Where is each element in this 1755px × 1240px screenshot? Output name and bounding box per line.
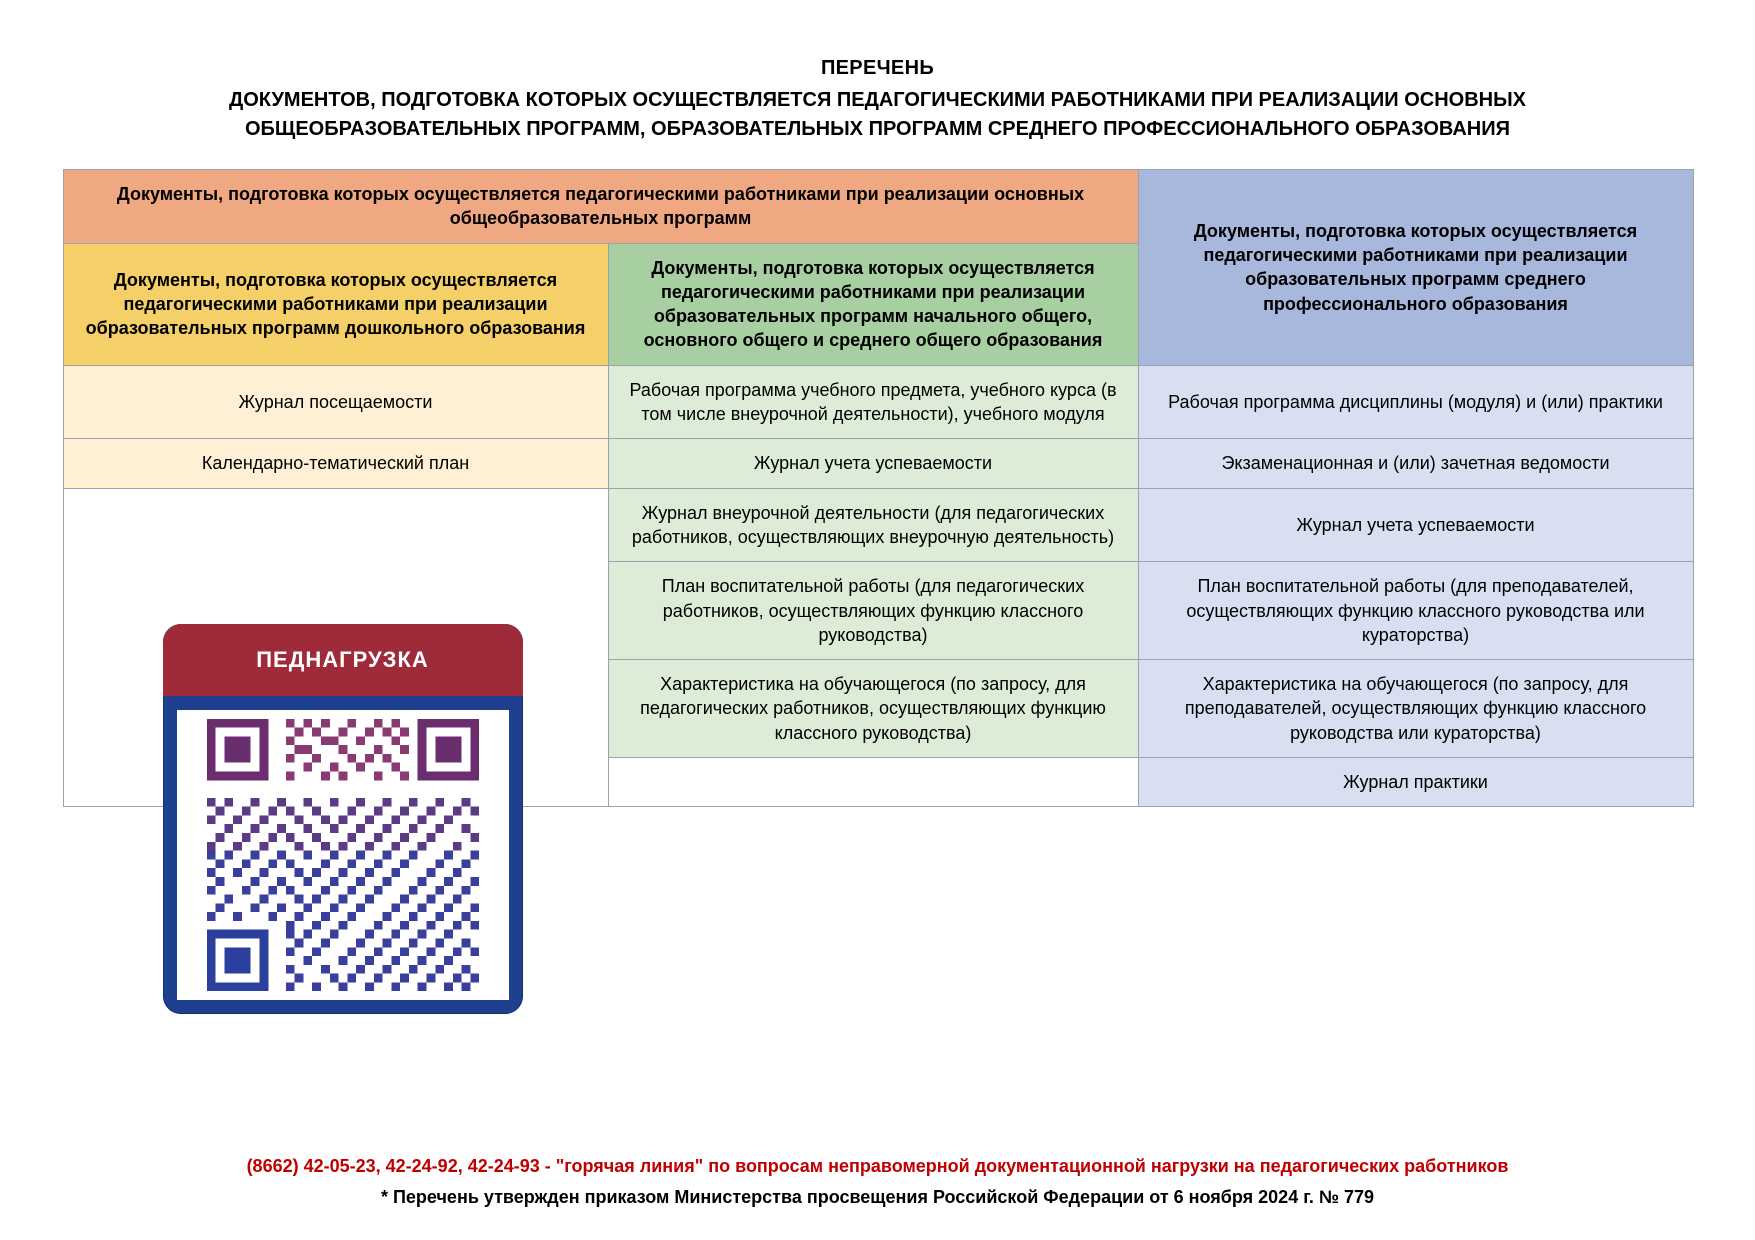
cell-preschool-1: Журнал посещаемости [63, 365, 608, 439]
header-general-programs: Документы, подготовка которых осуществляется педагогическими работниками при реализации основных общеобразовательных программ [63, 170, 1138, 244]
cell-preschool-2: Календарно-тематический план [63, 439, 608, 488]
cell-school-3: Журнал внеурочной деятельности (для педагогических работников, осуществляющих внеурочную деятельность) [608, 488, 1138, 562]
documents-table-wrap [63, 169, 1693, 807]
page-title [0, 0, 1755, 144]
cell-spo-2: Экзаменационная и (или) зачетная ведомости [1138, 439, 1693, 488]
footer [0, 1156, 1755, 1208]
cell-spo-5: Характеристика на обучающегося (по запросу, для преподавателей, осуществляющих функцию классного руководства или кураторства) [1138, 660, 1693, 758]
footer-note: * Перечень утвержден приказом Министерства просвещения Российской Федерации от 6 ноября 2024 г. № 779 [380, 1187, 1375, 1207]
cell-school-2: Журнал учета успеваемости [608, 439, 1138, 488]
cell-spo-4: План воспитательной работы (для преподавателей, осуществляющих функцию классного руководства или кураторства) [1138, 562, 1693, 660]
qr-area [163, 696, 523, 1014]
cell-spo-6: Журнал практики [1138, 758, 1693, 807]
title-line-2: ДОКУМЕНТОВ, ПОДГОТОВКА КОТОРЫХ ОСУЩЕСТВЛЯЕТСЯ ПЕДАГОГИЧЕСКИМИ РАБОТНИКАМИ ПРИ РЕАЛИЗАЦИИ ОСНОВНЫХ ОБЩЕОБРАЗОВАТЕЛЬНЫХ ПРОГРАММ, ОБРАЗОВАТЕЛЬНЫХ ПРОГРАММ СРЕДНЕГО ПРОФЕССИОНАЛЬНОГО ОБРАЗОВАНИЯ [228, 89, 1526, 140]
qr-code-icon[interactable] [177, 710, 509, 1000]
table-row [63, 170, 1693, 244]
cell-spo-1: Рабочая программа дисциплины (модуля) и (или) практики [1138, 365, 1693, 439]
header-preschool-programs: Документы, подготовка которых осуществляется педагогическими работниками при реализации образовательных программ дошкольного образования [63, 243, 608, 365]
qr-card-label: ПЕДНАГРУЗКА [256, 647, 429, 672]
qr-card[interactable] [163, 624, 523, 1014]
cell-school-1: Рабочая программа учебного предмета, учебного курса (в том числе внеурочной деятельности), учебного модуля [608, 365, 1138, 439]
title-line-1: ПЕРЕЧЕНЬ [820, 57, 934, 79]
header-school-programs: Документы, подготовка которых осуществляется педагогическими работниками при реализации образовательных программ начального общего, основного общего и среднего общего образования [608, 243, 1138, 365]
cell-school-4: План воспитательной работы (для педагогических работников, осуществляющих функцию классного руководства) [608, 562, 1138, 660]
table-row [63, 365, 1693, 439]
table-row [63, 488, 1693, 562]
cell-school-empty [608, 758, 1138, 807]
qr-card-header [163, 624, 523, 696]
footer-hotline: (8662) 42-05-23, 42-24-92, 42-24-93 - "горячая линия" по вопросам неправомерной документационной нагрузки на педагогических работников [246, 1156, 1509, 1176]
header-spo-programs: Документы, подготовка которых осуществляется педагогическими работниками при реализации образовательных программ среднего профессионального образования [1138, 170, 1693, 366]
cell-school-5: Характеристика на обучающегося (по запросу, для педагогических работников, осуществляющих функцию классного руководства) [608, 660, 1138, 758]
cell-spo-3: Журнал учета успеваемости [1138, 488, 1693, 562]
table-row [63, 439, 1693, 488]
